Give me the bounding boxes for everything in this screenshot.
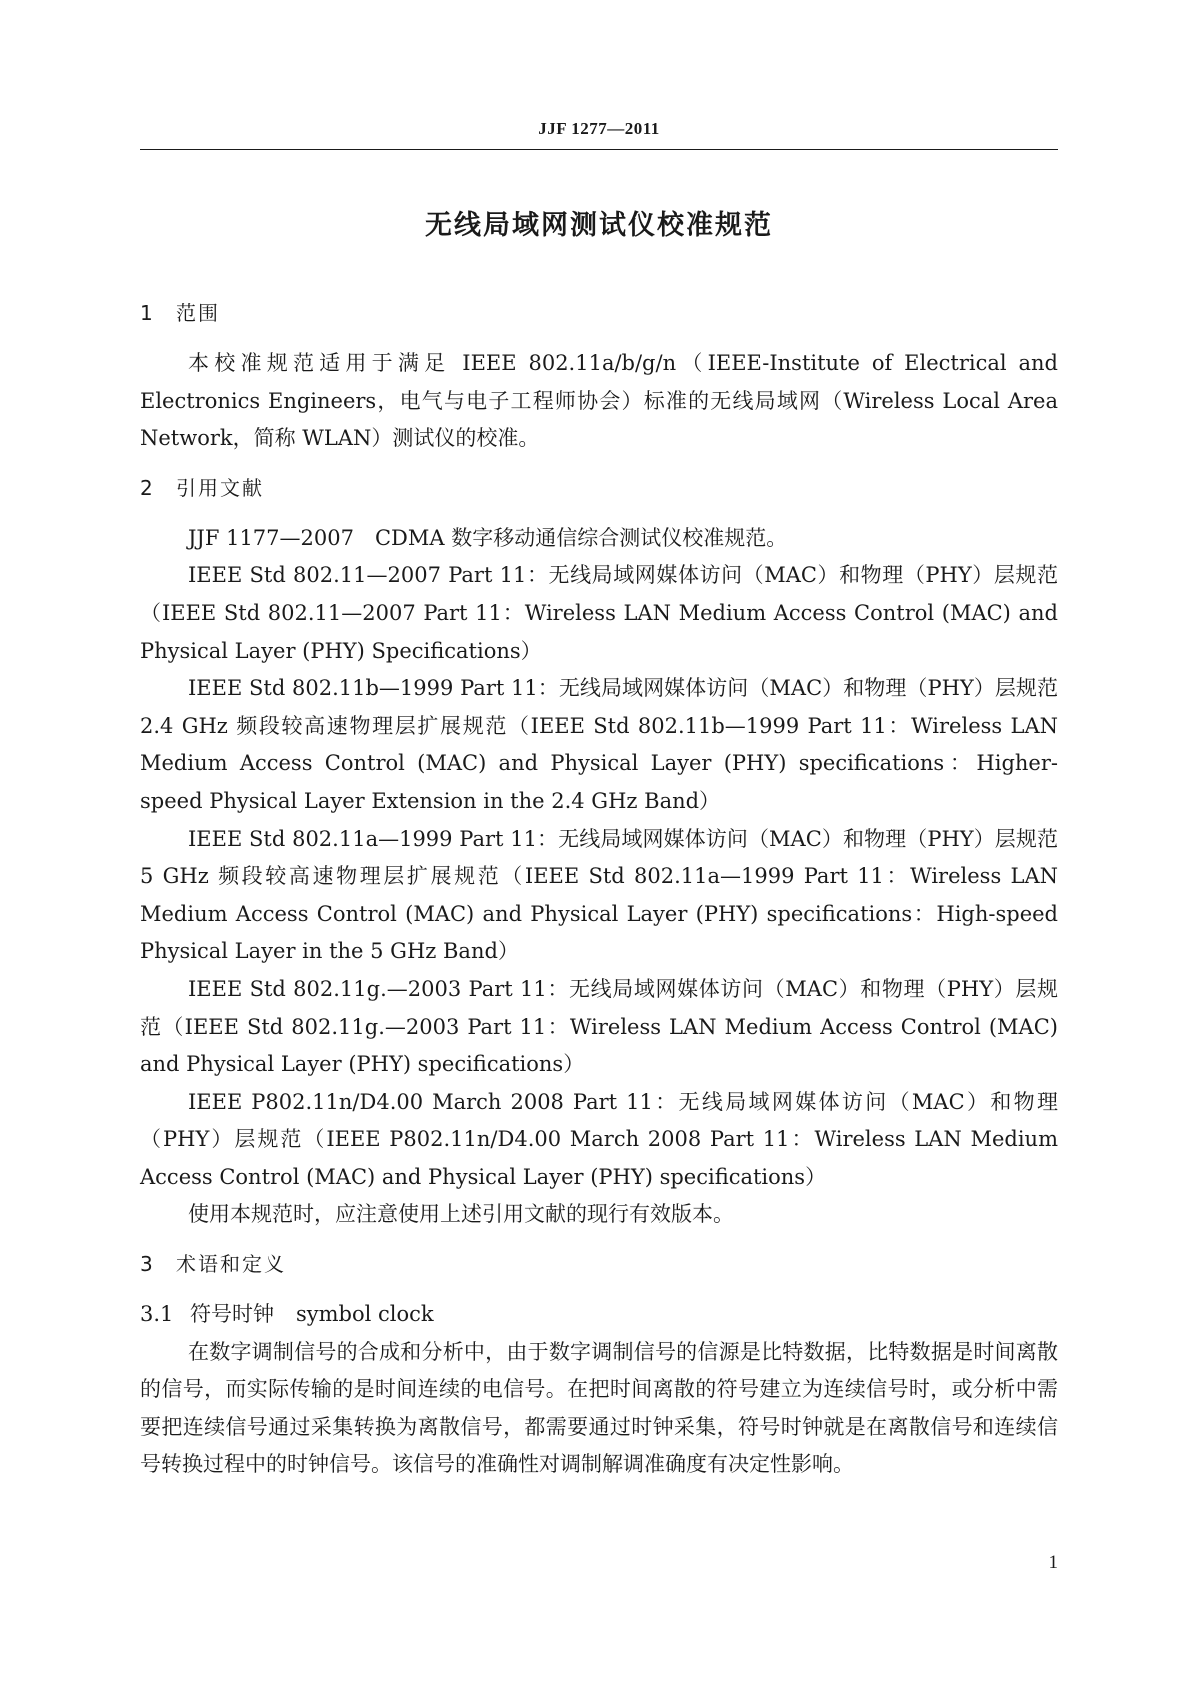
section-title: 引用文献 xyxy=(176,475,264,500)
section-number: 2 xyxy=(140,475,153,500)
reference-item: IEEE Std 802.11b—1999 Part 11：无线局域网媒体访问（MAC）和物理（PHY）层规范 2.4 GHz 频段较高速物理层扩展规范（IEEE Std 802.11b—1999 Part 11：Wireless LAN Medium Access Control (MAC) and Physical Layer (PHY) specifications：Higher-speed Physical Layer Extension in the 2.4 GHz Band） xyxy=(140,676,1079,813)
term-definition: 在数字调制信号的合成和分析中，由于数字调制信号的信源是比特数据，比特数据是时间离散的信号，而实际传输的是时间连续的电信号。在把时间离散的符号建立为连续信号时，或分析中需要把连续信号通过采集转换为离散信号，都需要通过时钟采集，符号时钟就是在离散信号和连续信号转换过程中的时钟信号。该信号的准确性对调制解调准确度有决定性影响。 xyxy=(140,1339,1058,1477)
standard-code-header: JJF 1277—2011 xyxy=(538,119,660,138)
document-body xyxy=(140,295,1079,1484)
reference-item: IEEE Std 802.11—2007 Part 11：无线局域网媒体访问（MAC）和物理（PHY）层规范（IEEE Std 802.11—2007 Part 11：Wireless LAN Medium Access Control (MAC) and Physical Layer (PHY) Specifications） xyxy=(140,563,1058,663)
scope-paragraph: 本校准规范适用于满足 IEEE 802.11a/b/g/n（IEEE-Institute of Electrical and Electronics Engineers，电气与电子工程师协会）标准的无线局域网（Wireless Local Area Network，简称 WLAN）测试仪的校准。 xyxy=(140,351,1058,451)
reference-item: JJF 1177—2007 CDMA 数字移动通信综合测试仪校准规范。 xyxy=(188,525,788,550)
section-title: 术语和定义 xyxy=(176,1252,286,1277)
term-heading xyxy=(140,1296,1058,1334)
reference-item: IEEE P802.11n/D4.00 March 2008 Part 11：无线局域网媒体访问（MAC）和物理（PHY）层规范（IEEE P802.11n/D4.00 March 2008 Part 11：Wireless LAN Medium Access Control (MAC) and Physical Layer (PHY) specifications） xyxy=(140,1089,1058,1189)
section-number: 1 xyxy=(140,301,153,325)
document-page xyxy=(140,0,1079,1684)
section-heading-scope xyxy=(140,295,1058,331)
section-heading-terms xyxy=(140,1246,1058,1282)
page-number: 1 xyxy=(1048,1552,1058,1573)
term-chinese: 符号时钟 xyxy=(190,1302,274,1327)
term-number: 3.1 xyxy=(140,1302,174,1327)
header-divider xyxy=(140,149,1058,150)
term-english: symbol clock xyxy=(296,1302,434,1327)
section-number: 3 xyxy=(140,1252,153,1277)
reference-note: 使用本规范时，应注意使用上述引用文献的现行有效版本。 xyxy=(188,1202,734,1227)
document-title: 无线局域网测试仪校准规范 xyxy=(425,210,773,241)
section-heading-references xyxy=(140,470,1058,506)
section-title: 范围 xyxy=(176,301,220,325)
reference-item: IEEE Std 802.11g.—2003 Part 11：无线局域网媒体访问（MAC）和物理（PHY）层规范（IEEE Std 802.11g.—2003 Part 11：Wireless LAN Medium Access Control (MAC) and Physical Layer (PHY) specifications） xyxy=(140,976,1058,1077)
reference-item: IEEE Std 802.11a—1999 Part 11：无线局域网媒体访问（MAC）和物理（PHY）层规范 5 GHz 频段较高速物理层扩展规范（IEEE Std 802.11a—1999 Part 11：Wireless LAN Medium Access Control (MAC) and Physical Layer (PHY) specifications：High-speed Physical Layer in the 5 GHz Band） xyxy=(140,826,1079,964)
